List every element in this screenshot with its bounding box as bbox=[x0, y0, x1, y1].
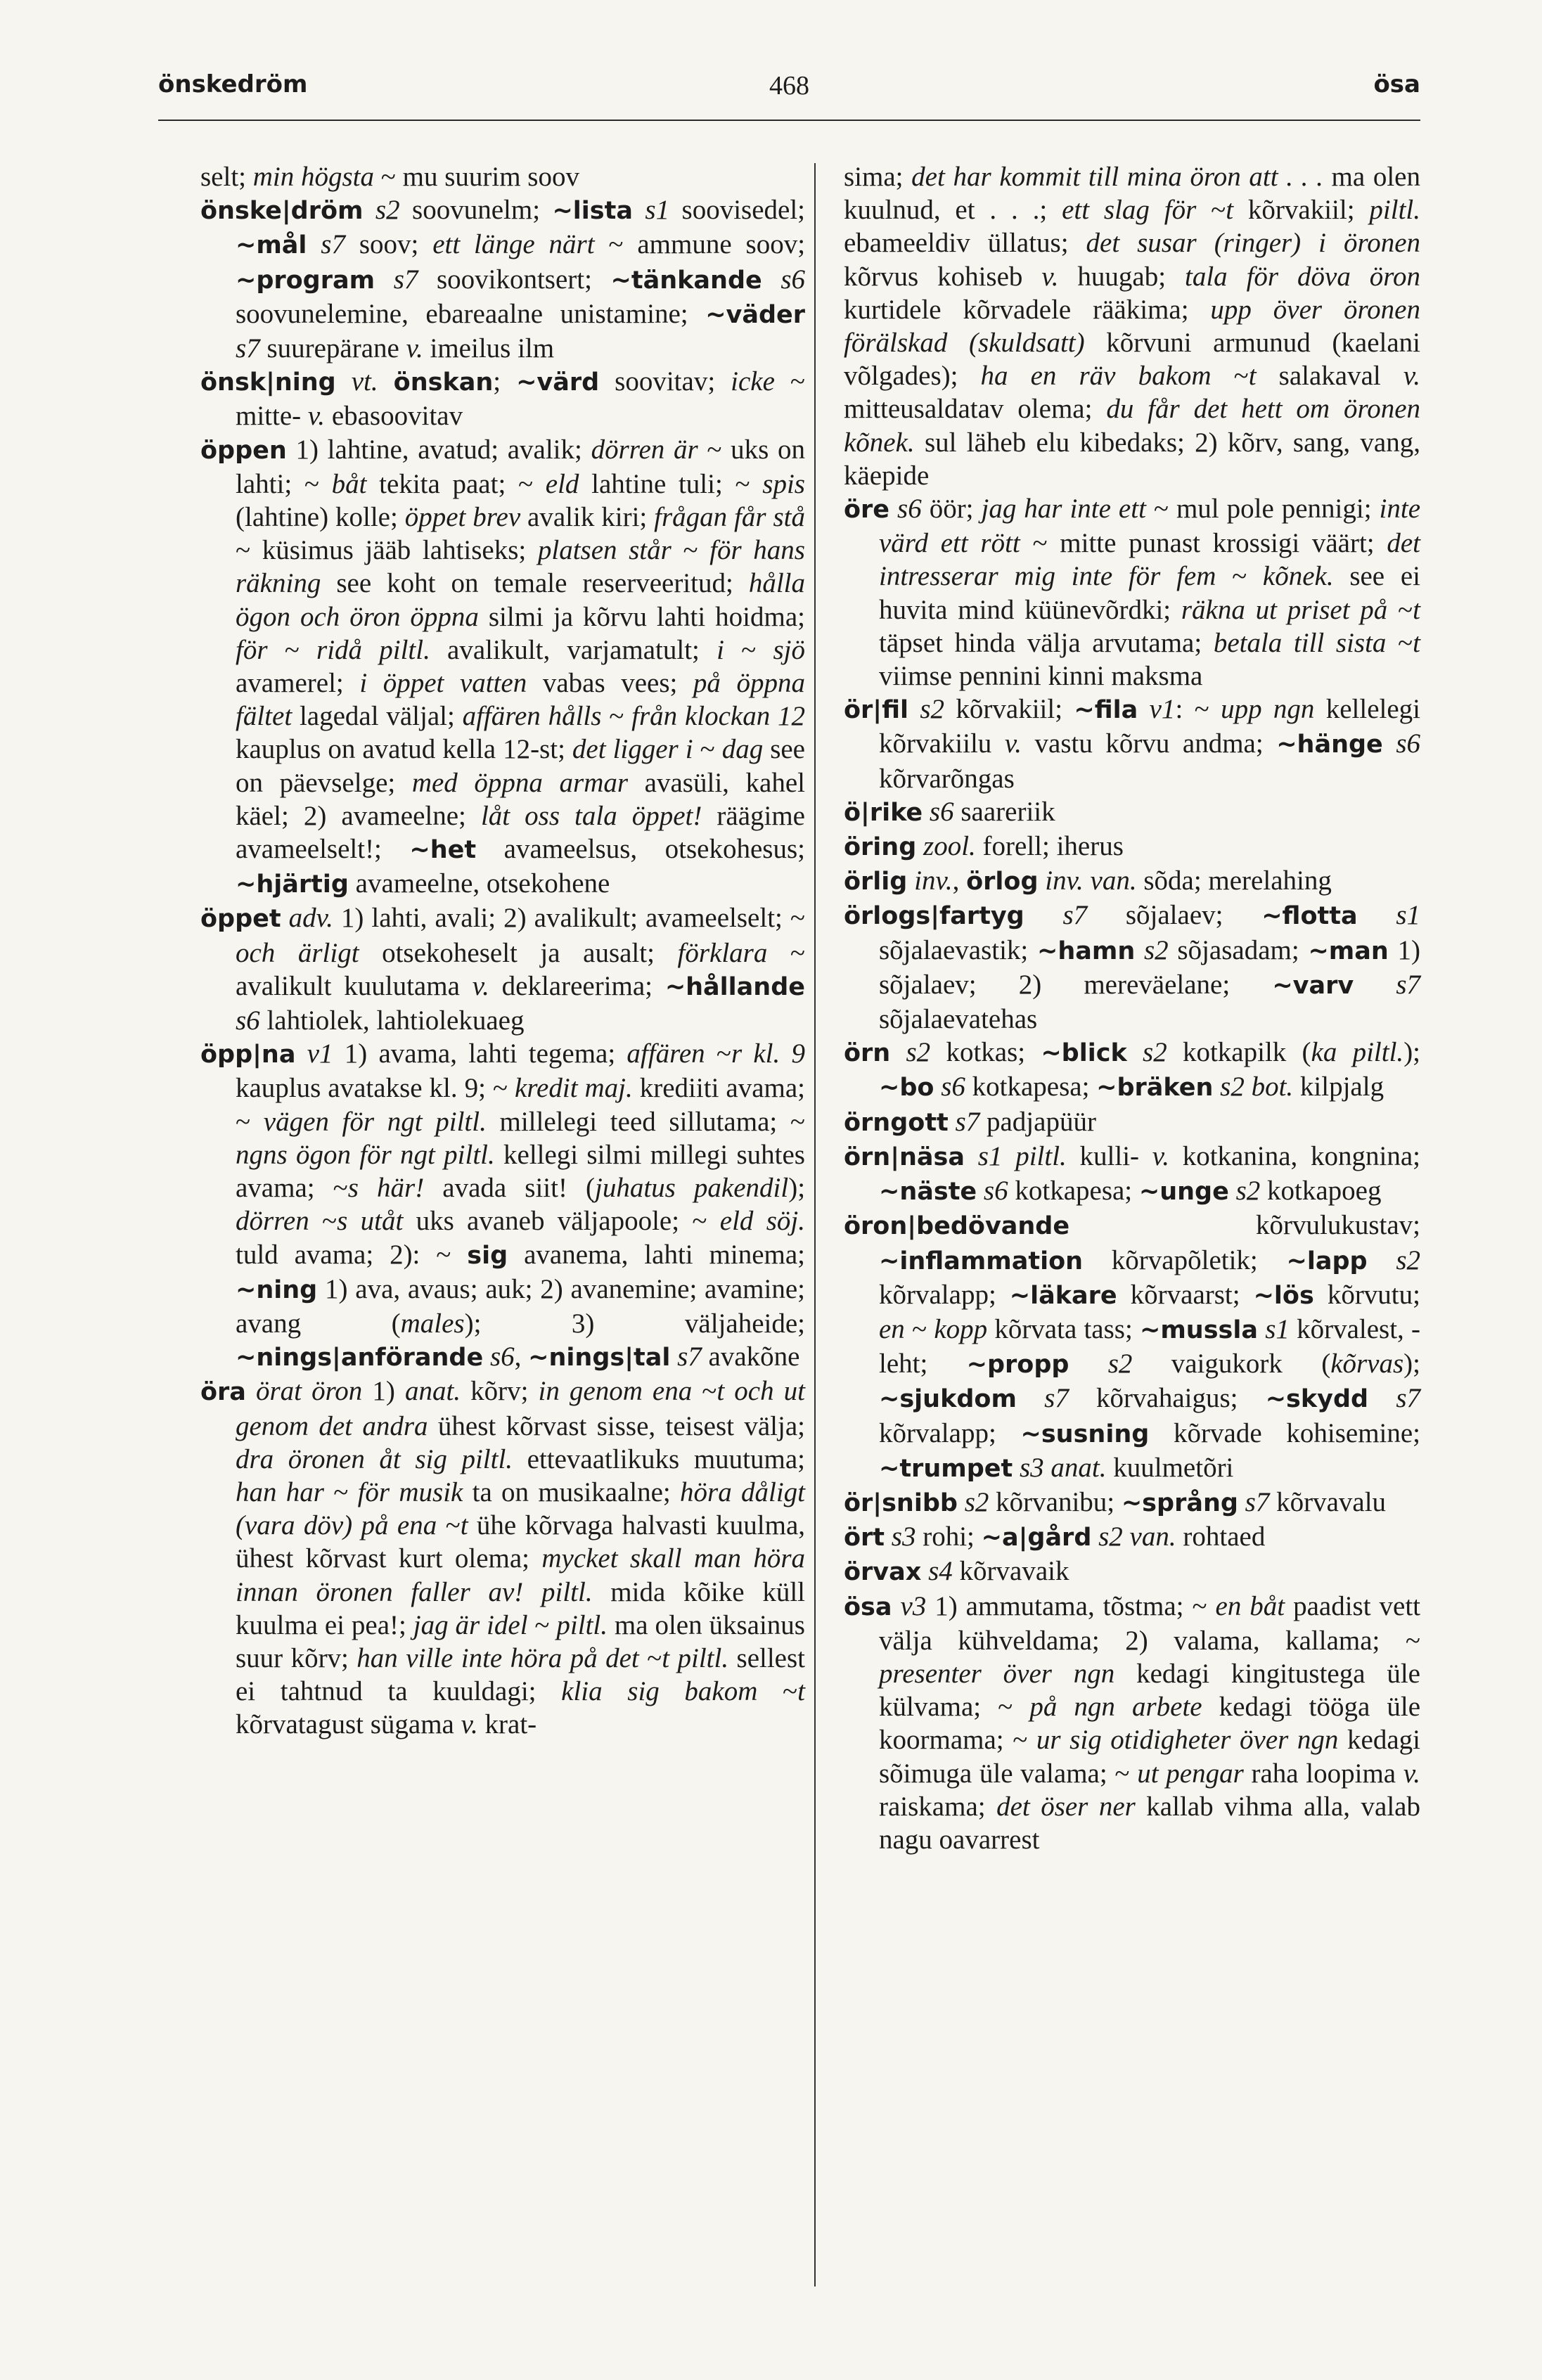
dictionary-entry: öre s6 öör; jag har inte ett ~ mul pole pennigi; inte värd ett rött ~ mitte punast krossigi väärt; det intresserar mig inte för fem ~ kõnek. see ei huvita mind küünevõrdki; räkna ut priset på ~t täpset hinda välja arvutama; betala till sista ~t viimse pennini kinni maksma bbox=[844, 494, 1421, 692]
dictionary-entry: ö|rike s6 saareriik bbox=[844, 796, 1055, 827]
page-number: 468 bbox=[769, 71, 809, 101]
dictionary-entry: örngott s7 padjapüür bbox=[844, 1106, 1096, 1137]
dictionary-entry: öra örat öron 1) anat. kõrv; in genom ena ~t och ut genom det andra ühest kõrvast sisse, teisest välja; dra öronen åt sig piltl. ettevaatlikuks muutuma; han har ~ för musik ta on musikaalne; höra dåligt (vara döv) på ena ~t ühe kõrvaga halvasti kuulma, ühest kõrvast kurt olema; mycket skall man höra innan öronen faller av! piltl. mida kõike küll kuulma ei pea!; jag är idel ~ piltl. ma olen üksainus suur kõrv; han ville inte höra på det ~t piltl. sellest ei tahtnud ta kuuldagi; klia sig bakom ~t kõrvatagust sügama v. krat- bbox=[200, 1376, 806, 1740]
dictionary-entry: öron|bedövande kõrvulukustav; ~inflammation kõrvapõletik; ~lapp s2 kõrvalapp; ~läkare kõrvaarst; ~lös kõrvutu; en ~ kopp kõrvata tass; ~mussla s1 kõrvalest, -leht; ~propp s2 vaigukork (kõrvas); ~sjukdom s7 kõrvahaigus; ~skydd s7 kõrvalapp; ~susning kõrvade kohisemine; ~trumpet s3 anat. kuulmetõri bbox=[844, 1210, 1421, 1483]
dictionary-entry: örn|näsa s1 piltl. kulli- v. kotkanina, kongnina; ~näste s6 kotkapesa; ~unge s2 kotkapoeg bbox=[844, 1140, 1420, 1207]
column-divider bbox=[814, 163, 816, 2286]
dictionary-entry: ör|snibb s2 kõrvanibu; ~språng s7 kõrvavalu bbox=[844, 1486, 1387, 1517]
dictionary-entry: selt; min högsta ~ mu suurim soov bbox=[200, 162, 579, 192]
dictionary-entry: ösa v3 1) ammutama, tõstma; ~ en båt paadist vett välja kühveldama; 2) valama, kallama; ~ presenter över ngn kedagi kingitustega üle külvama; ~ på ngn arbete kedagi tööga üle koormama; ~ ur sig otidigheter över ngn kedagi sõimuga üle valama; ~ ut pengar raha loopima v. raiskama; det öser ner kallab vihma alla, valab nagu oavarrest bbox=[844, 1590, 1421, 1855]
dictionary-entry: örlogs|fartyg s7 sõjalaev; ~flotta s1 sõjalaevastik; ~hamn s2 sõjasadam; ~man 1) sõjalaev; 2) mereväelane; ~varv s7 sõjalaevatehas bbox=[844, 900, 1420, 1035]
dictionary-entry: öppet adv. 1) lahti, avali; 2) avalikult; avameelselt; ~ och ärligt otsekoheselt ja ausalt; förklara ~ avalikult kuulutama v. deklareerima; ~hållande s6 lahtiolek, lahtiolekuaeg bbox=[200, 903, 805, 1036]
page-header bbox=[158, 70, 1420, 112]
dictionary-entry: önsk|ning vt. önskan; ~värd soovitav; icke ~ mitte- v. ebasoovitav bbox=[200, 366, 806, 432]
dictionary-entry: önske|dröm s2 soovunelm; ~lista s1 soovisedel; ~mål s7 soov; ett länge närt ~ ammune soov; ~program s7 soovikontsert; ~tänkande s6 soovunelemine, ebareaalne unistamine; ~väder s7 suurepärane v. imeilus ilm bbox=[200, 195, 806, 364]
left-column bbox=[200, 160, 805, 1742]
dictionary-entry: öppen 1) lahtine, avatud; avalik; dörren är ~ uks on lahti; ~ båt tekita paat; ~ eld lahtine tuli; ~ spis (lahtine) kolle; öppet brev avalik kiri; frågan får stå ~ küsimus jääb lahtiseks; platsen står ~ för hans räkning see koht on temale reserveeritud; hålla ögon och öron öppna silmi ja kõrvu lahti hoidma; för ~ ridå piltl. avalikult, varjamatult; i ~ sjö avamerel; i öppet vatten vabas vees; på öppna fältet lagedal väljal; affären hålls ~ från klockan 12 kauplus on avatud kella 12-st; det ligger i ~ dag see on päevselge; med öppna armar avasüli, kahel käel; 2) avameelne; låt oss tala öppet! räägime avameelselt!; ~het avameelsus, otsekohesus; ~hjärtig avameelne, otsekohene bbox=[200, 434, 806, 899]
dictionary-entry: örn s2 kotkas; ~blick s2 kotkapilk (ka piltl.); ~bo s6 kotkapesa; ~bräken s2 bot. kilpjalg bbox=[844, 1037, 1421, 1102]
dictionary-entry: ört s3 rohi; ~a|gård s2 van. rohtaed bbox=[844, 1522, 1266, 1552]
header-rule bbox=[158, 120, 1420, 121]
running-head-left: önskedröm bbox=[158, 70, 308, 98]
dictionary-entry: öpp|na v1 1) avama, lahti tegema; affären ~r kl. 9 kauplus avatakse kl. 9; ~ kredit maj. krediiti avama; ~ vägen för ngt piltl. millelegi teed sillutama; ~ ngns ögon för ngt piltl. kellegi silmi millegi suhtes avama; ~s här! avada siit! (juhatus pakendil); dörren ~s utåt uks avaneb väljapoole; ~ eld söj. tuld avama; 2): ~ sig avanema, lahti minema; ~ning 1) ava, avaus; auk; 2) avanemine; avamine; avang (males); 3) väljaheide; ~nings|anförande s6, ~nings|tal s7 avakõne bbox=[200, 1038, 806, 1372]
running-head-right: ösa bbox=[1373, 70, 1420, 98]
dictionary-entry: sima; det har kommit till mina öron att . . . ma olen kuulnud, et . . .; ett slag för ~t kõrvakiil; piltl. ebameeldiv üllatus; det susar (ringer) i öronen kõrvus kohiseb v. huugab; tala för döva öron kurtidele kõrvadele rääkima; upp över öronen förälskad (skuldsatt) kõrvuni armunud (kaelani võlgades); ha en räv bakom ~t salakaval v. mitteusaldatav olema; du får det hett om öronen kõnek. sul läheb elu kibedaks; 2) kõrv, sang, vang, käepide bbox=[844, 162, 1421, 491]
dictionary-entry: örlig inv., örlog inv. van. sõda; merelahing bbox=[844, 866, 1332, 896]
dictionary-entry: ör|fil s2 kõrvakiil; ~fila v1: ~ upp ngn kellelegi kõrvakiilu v. vastu kõrvu andma; ~hänge s6 kõrvarõngas bbox=[844, 694, 1421, 794]
dictionary-entry: öring zool. forell; iherus bbox=[844, 831, 1124, 862]
dictionary-entry: örvax s4 kõrvavaik bbox=[844, 1556, 1069, 1587]
right-column bbox=[844, 160, 1420, 1856]
